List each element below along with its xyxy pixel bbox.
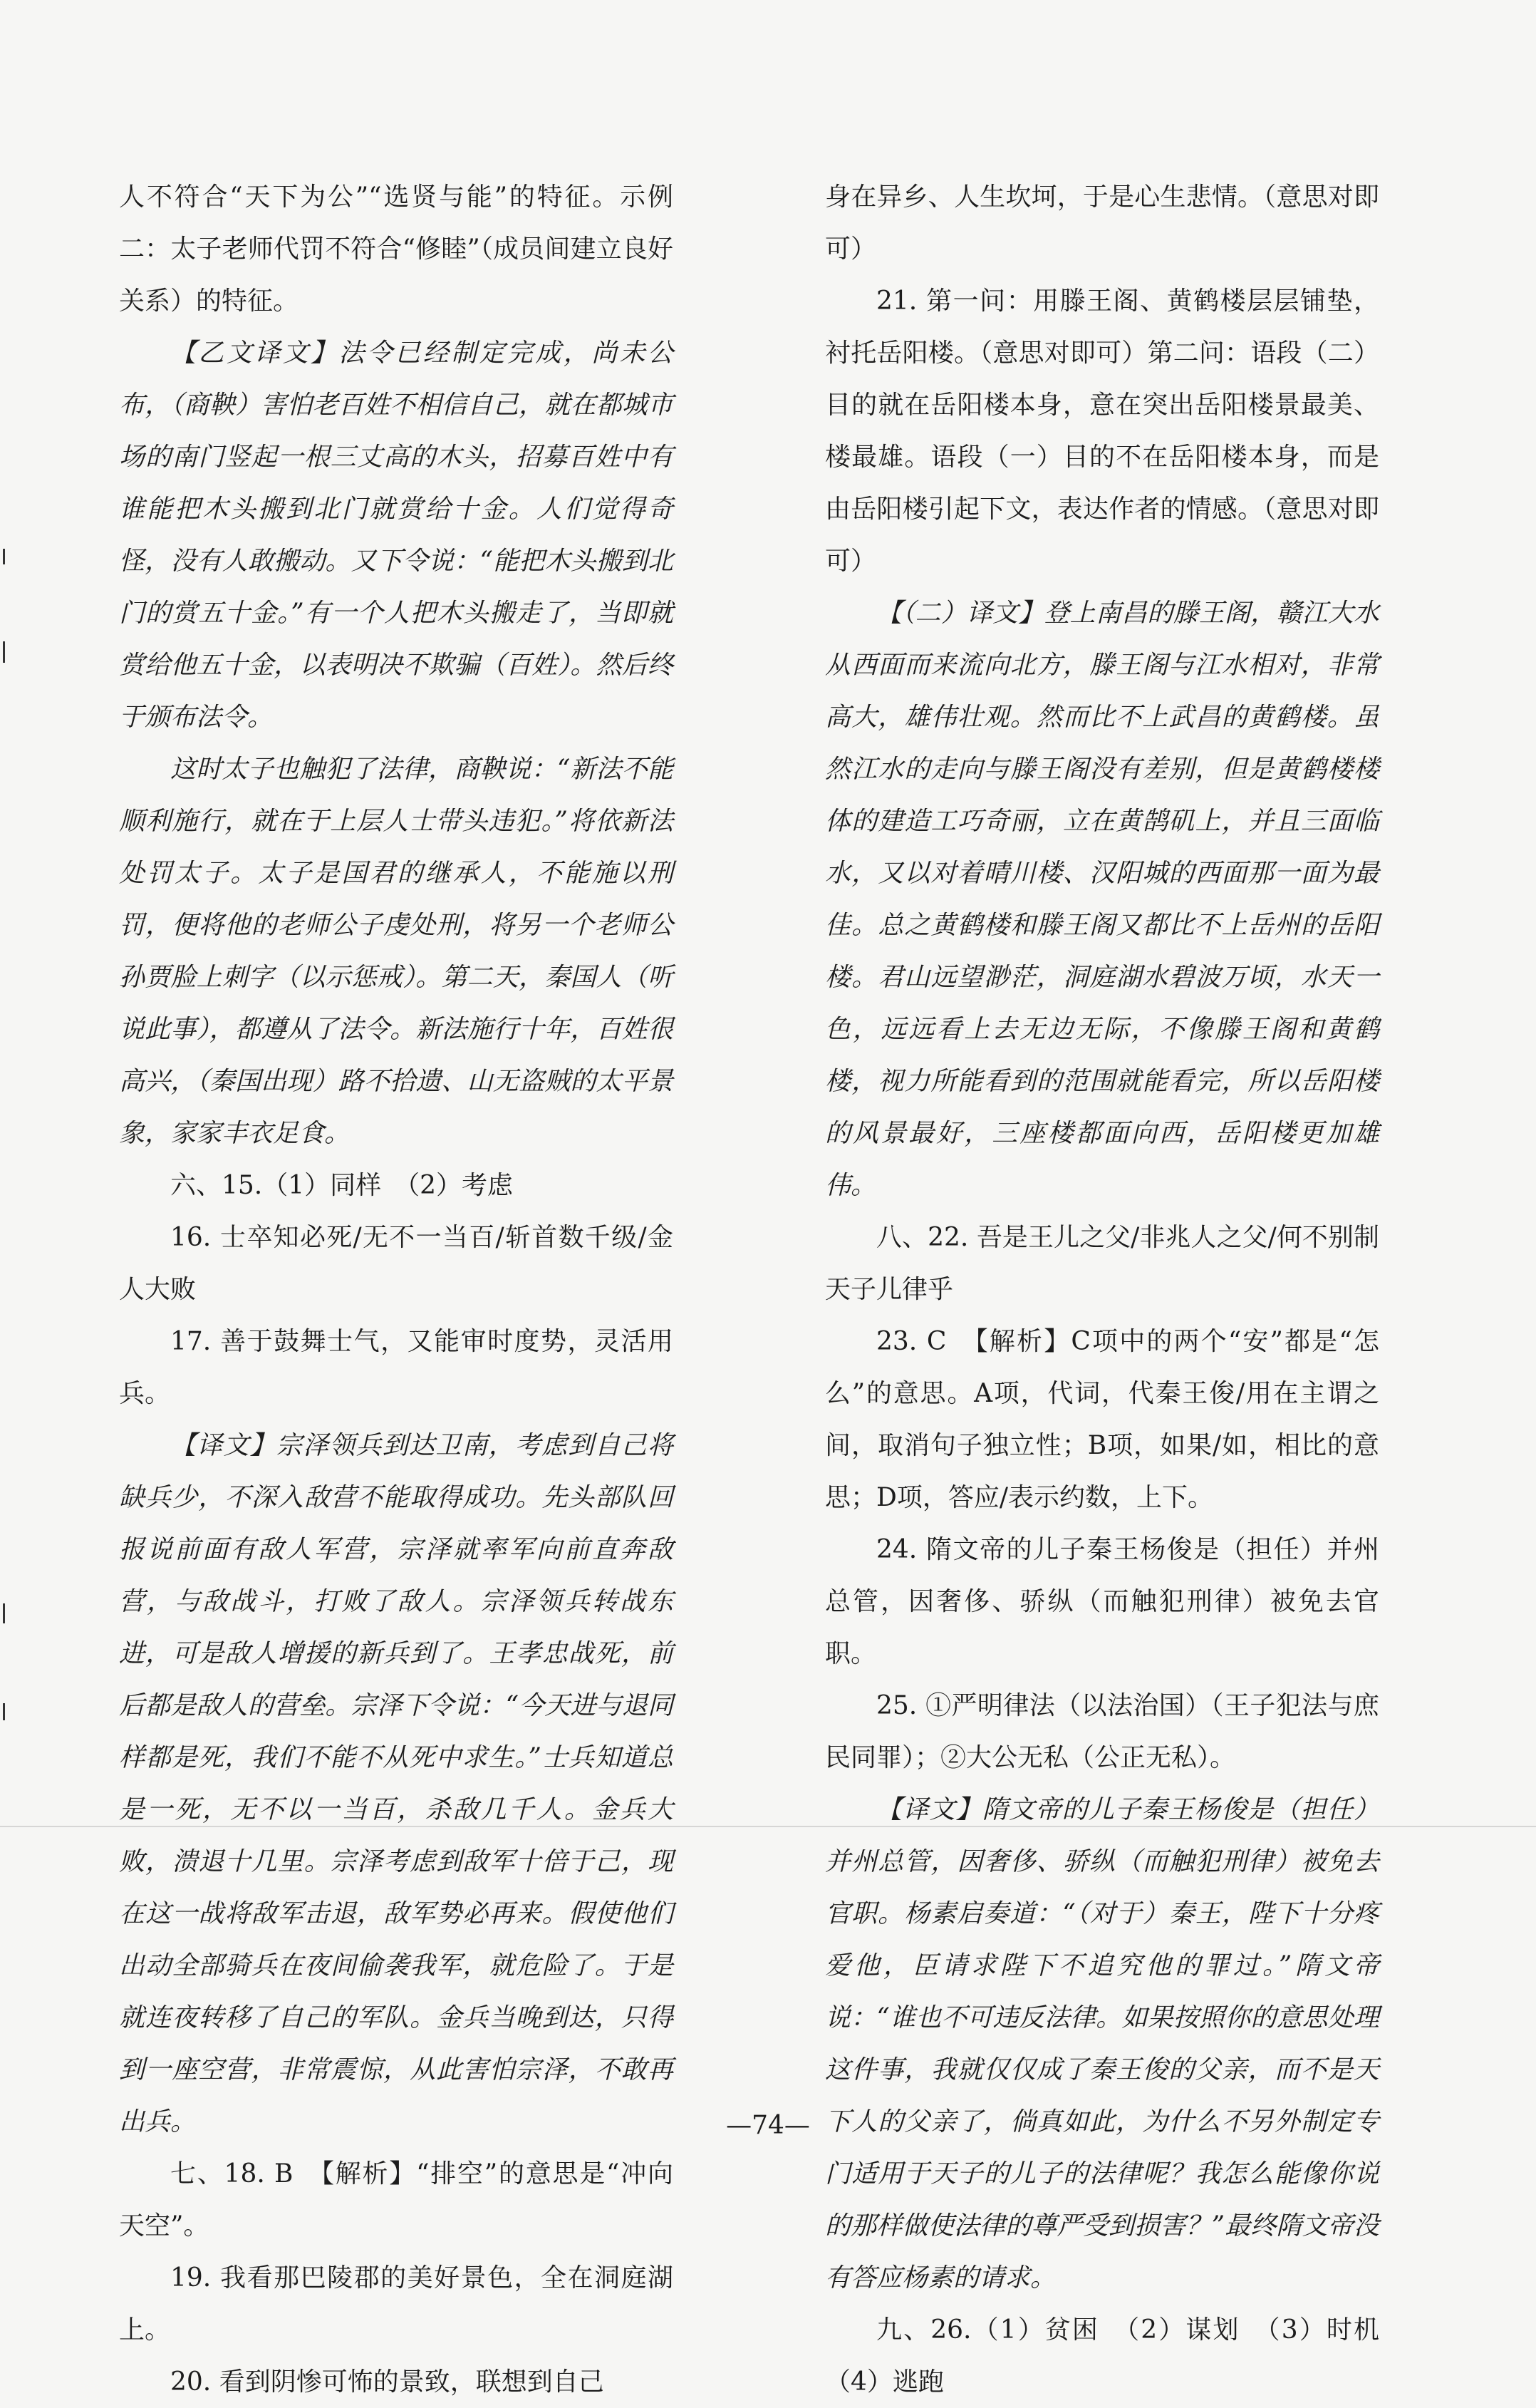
paragraph: 【译文】宗泽领兵到达卫南，考虑到自己将缺兵少，不深入敌营不能取得成功。先头部队回报说前面有敌人军营，宗泽就率军向前直奔敌营，与敌战斗，打败了敌人。宗泽领兵转战东进，可是敌人增援的新兵到了。王孝忠战死，前后都是敌人的营垒。宗泽下令说：“今天进与退同样都是死，我们不能不从死中求生。”士兵知道总是一死，无不以一当百，杀敌几千人。金兵大败，溃退十几里。宗泽考虑到敌军十倍于己，现在这一战将敌军击退，敌军势必再来。假使他们出动全部骑兵在夜间偷袭我军，就危险了。于是就连夜转移了自己的军队。金兵当晚到达，只得到一座空营，非常震惊，从此害怕宗泽，不敢再出兵。 [119, 1431, 673, 2136]
left-column [119, 171, 673, 2408]
paragraph: 九、26.（1）贫困 （2）谋划 （3）时机 （4）逃跑 [825, 2315, 1406, 2397]
paragraph: 六、15.（1）同样 （2）考虑 [170, 1171, 514, 1200]
paragraph: 七、18. B 【解析】“排空”的意思是“冲向天空”。 [119, 2159, 673, 2241]
paragraph: 【译文】隋文帝的儿子秦王杨俊是（担任）并州总管，因奢侈、骄纵（而触犯刑律）被免去官职。杨素启奏道：“（对于）秦王，陛下十分疼爱他，臣请求陛下不追究他的罪过。”隋文帝说：“谁也不可违反法律。如果按照你的意思处理这件事，我就仅仅成了秦王俊的父亲，而不是天下人的父亲了，倘真如此，为什么不另外制定专门适用于天子的儿子的法律呢？我怎么能像你说的那样做使法律的尊严受到损害？”最终隋文帝没有答应杨素的请求。 [825, 1795, 1379, 2293]
paragraph: 【（二）译文】登上南昌的滕王阁，赣江大水从西面而来流向北方，滕王阁与江水相对，非常高大，雄伟壮观。然而比不上武昌的黄鹤楼。虽然江水的走向与滕王阁没有差别，但是黄鹤楼楼体的建造工巧奇丽，立在黄鹄矶上，并且三面临水，又以对着晴川楼、汉阳城的西面那一面为最佳。总之黄鹤楼和滕王阁又都比不上岳州的岳阳楼。君山远望渺茫，洞庭湖水碧波万顷，水天一色，远远看上去无边无际，不像滕王阁和黄鹤楼，视力所能看到的范围就能看完，所以岳阳楼的风景最好，三座楼都面向西，岳阳楼更加雄伟。 [825, 599, 1379, 1200]
right-column [825, 171, 1406, 2408]
gutter-mark [3, 1603, 5, 1623]
paragraph: 人不符合“天下为公”“选贤与能”的特征。示例二：太子老师代罚不符合“修睦”（成员间建立良好关系）的特征。 [119, 182, 673, 316]
paragraph: 【乙文译文】法令已经制定完成，尚未公布，（商鞅）害怕老百姓不相信自己，就在都城市场的南门竖起一根三丈高的木头，招募百姓中有谁能把木头搬到北门就赏给十金。人们觉得奇怪，没有人敢搬动。又下令说：“能把木头搬到北门的赏五十金。”有一个人把木头搬走了，当即就赏给他五十金，以表明决不欺骗（百姓）。然后终于颁布法令。 [119, 339, 673, 732]
paragraph: 23. C 【解析】C项中的两个“安”都是“怎么”的意思。A项，代词，代秦王俊/用在主谓之间，取消句子独立性；B项，如果/如，相比的意思；D项，答应/表示约数，上下。 [825, 1327, 1379, 1512]
gutter-mark [3, 549, 5, 564]
paragraph: 16. 士卒知必死/无不一当百/斩首数千级/金人大败 [119, 1223, 673, 1304]
paragraph: 19. 我看那巴陵郡的美好景色，全在洞庭湖上。 [119, 2263, 673, 2345]
paragraph: 身在异乡、人生坎坷，于是心生悲情。（意思对即可） [825, 182, 1379, 264]
page-fold-line [0, 1826, 1536, 1827]
paragraph: 20. 看到阴惨可怖的景致，联想到自己 [170, 2367, 604, 2397]
paragraph: 17. 善于鼓舞士气，又能审时度势，灵活用兵。 [119, 1327, 673, 1408]
paragraph: 这时太子也触犯了法律，商鞅说：“新法不能顺利施行，就在于上层人士带头违犯。”将依新法处罚太子。太子是国君的继承人，不能施以刑罚，便将他的老师公子虔处刑，将另一个老师公孙贾脸上刺字（以示惩戒）。第二天，秦国人（听说此事），都遵从了法令。新法施行十年，百姓很高兴，（秦国出现）路不拾遗、山无盗贼的太平景象，家家丰衣足食。 [119, 755, 673, 1148]
paragraph: 八、22. 吾是王儿之父/非兆人之父/何不别制天子儿律乎 [825, 1223, 1379, 1304]
page-number: —74— [726, 2111, 810, 2140]
paragraph: 24. 隋文帝的儿子秦王杨俊是（担任）并州总管，因奢侈、骄纵（而触犯刑律）被免去官职。 [825, 1535, 1379, 1668]
paragraph: 25. ①严明律法（以法治国）（王子犯法与庶民同罪）；②大公无私（公正无私）。 [825, 1691, 1379, 1772]
gutter-mark [3, 641, 5, 663]
paragraph: 21. 第一问：用滕王阁、黄鹤楼层层铺垫，衬托岳阳楼。（意思对即可）第二问：语段（二）目的就在岳阳楼本身，意在突出岳阳楼景最美、楼最雄。语段（一）目的不在岳阳楼本身，而是由岳阳楼引起下文，表达作者的情感。（意思对即可） [825, 286, 1379, 576]
gutter-mark [3, 1703, 5, 1720]
